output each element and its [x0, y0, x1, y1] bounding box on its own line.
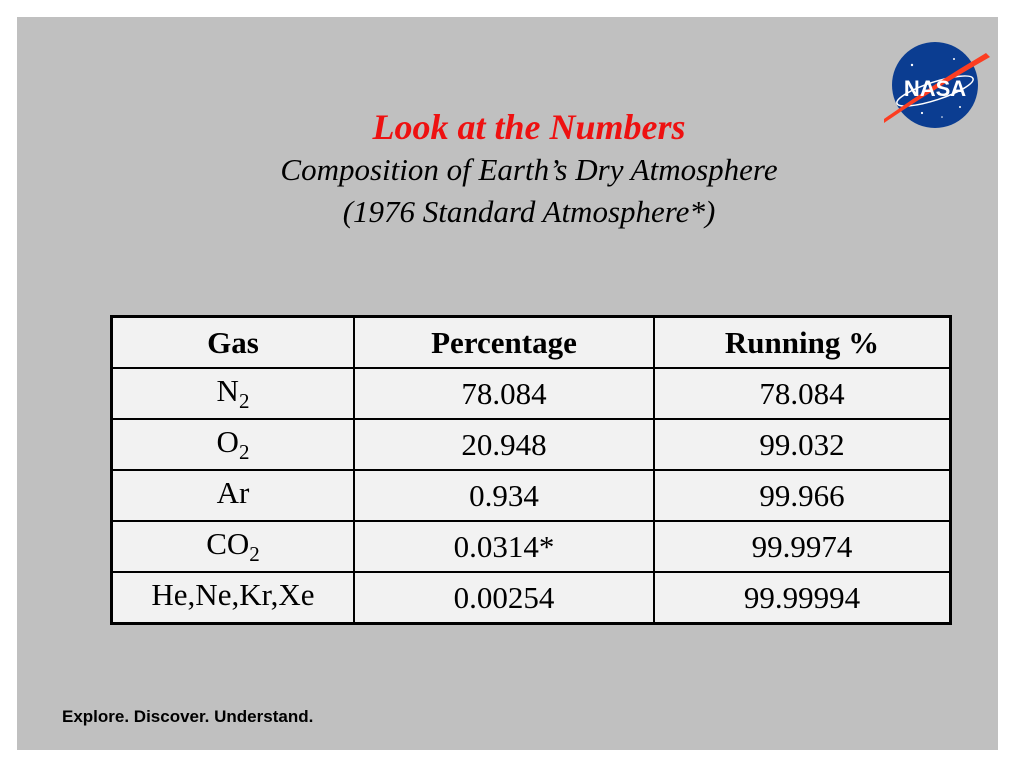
running-cell: 99.99994 — [654, 572, 951, 624]
footer-tagline: Explore. Discover. Understand. — [62, 707, 314, 726]
table-row — [112, 368, 951, 419]
gas-cell: Ar — [112, 470, 355, 521]
column-header-gas: Gas — [112, 317, 355, 369]
running-cell: 99.966 — [654, 470, 951, 521]
logo-text: NASA — [903, 76, 967, 101]
percentage-cell: 0.00254 — [354, 572, 654, 624]
slide-title: Look at the Numbers — [372, 107, 686, 147]
gas-cell: He,Ne,Kr,Xe — [112, 572, 355, 624]
table-row — [112, 572, 951, 624]
table-header-row — [112, 317, 951, 369]
slide — [17, 17, 998, 750]
column-header-percentage: Percentage — [354, 317, 654, 369]
column-header-running: Running % — [654, 317, 951, 369]
gas-cell: $O_2$ — [112, 419, 355, 470]
table-row — [112, 470, 951, 521]
title-block — [17, 105, 1024, 233]
percentage-cell: 0.0314* — [354, 521, 654, 572]
percentage-cell: 20.948 — [354, 419, 654, 470]
slide-subtitle-line2: (1976 Standard Atmosphere*) — [342, 194, 716, 229]
table-row — [112, 419, 951, 470]
slide-subtitle-line1: Composition of Earth’s Dry Atmosphere — [280, 152, 778, 187]
running-cell: 78.084 — [654, 368, 951, 419]
percentage-cell: 0.934 — [354, 470, 654, 521]
composition-table — [110, 315, 952, 625]
percentage-cell: 78.084 — [354, 368, 654, 419]
running-cell: 99.9974 — [654, 521, 951, 572]
gas-cell: $CO_2$ — [112, 521, 355, 572]
gas-cell: $N_2$ — [112, 368, 355, 419]
running-cell: 99.032 — [654, 419, 951, 470]
table-row — [112, 521, 951, 572]
